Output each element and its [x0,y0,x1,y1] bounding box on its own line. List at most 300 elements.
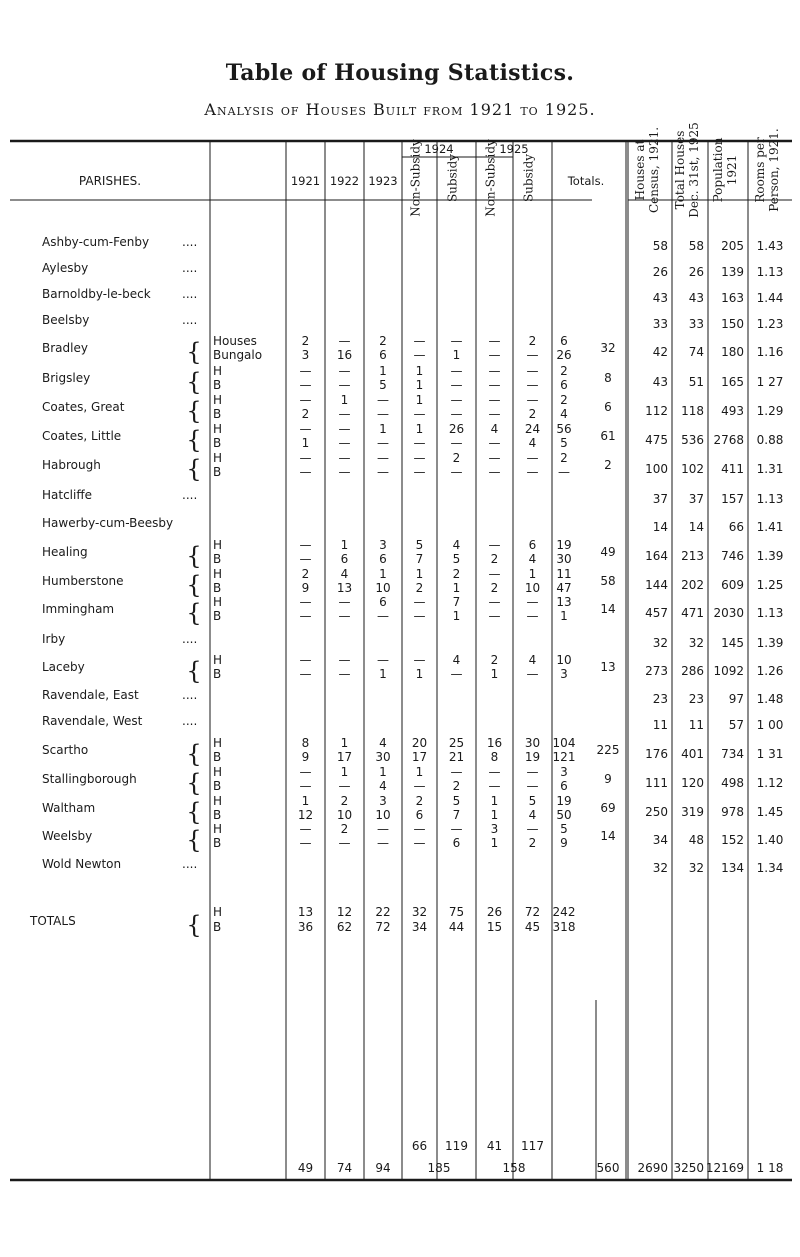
row-sum: 9 [604,772,612,786]
y23-b-value: 6 [379,348,387,362]
population-value: 180 [721,345,744,359]
totals-b-value: 6 [560,378,568,392]
n25-b-value: — [488,378,501,392]
s24-b-value: 7 [452,808,461,822]
totals-s24-h: 75 [448,905,465,919]
type-h: H [213,567,223,581]
total-houses-value: 26 [688,265,704,279]
type-b: B [213,779,222,793]
header-totals: Totals. [567,174,605,188]
s24-b-value: 21 [448,750,465,764]
type-b: B [213,378,222,392]
s25-b-value: — [526,609,539,623]
totals-h-value: 56 [556,422,572,436]
n24-b-value: 2 [415,581,424,595]
brace-icon: { [186,455,202,483]
y21-h-value: 1 [301,794,310,808]
type-h: Houses [213,334,257,348]
totals-h-value: 5 [560,822,568,836]
n25-h-value: 4 [490,422,499,436]
s25-h-value: 4 [528,653,537,667]
n25-h-value: — [488,765,501,779]
type-h: H [213,822,223,836]
population-value: 57 [728,718,744,732]
n25-b-value: 2 [490,552,499,566]
header-subsidy-1924: Subsidy [445,153,460,203]
y22-b-value: — [338,407,351,421]
total-houses-value: 37 [688,492,704,506]
y22-h-value: 1 [340,736,349,750]
y23-h-value: — [377,653,389,667]
n24-b-value: — [413,465,426,479]
header-rooms-line1: Rooms per [753,137,767,203]
header-subsidy-1925: Subsidy [521,153,536,203]
s24-b-value: — [450,407,463,421]
parish-name-humberstone: Humberstone [42,574,124,588]
totals-population: 12169 [705,1161,744,1175]
row-sum: 13 [600,660,616,674]
n25-h-value: — [488,334,501,348]
parish-name-ravendale-west: Ravendale, West [42,714,143,728]
totals-h-value: 2 [560,364,568,378]
n24-h-value: — [413,451,426,465]
type-b: B [213,609,222,623]
census-value: 14 [652,520,668,534]
census-value: 34 [652,833,668,847]
parish-name-habrough: Habrough [42,458,101,472]
totals-b-value: 4 [560,407,568,421]
totals-overall-sum: 560 [596,1161,620,1175]
total-houses-value: 120 [681,776,704,790]
y21-h-value: — [299,595,312,609]
census-value: 37 [652,492,668,506]
row-sum: 8 [604,371,612,385]
s24-h-value: — [450,364,463,378]
parish-name-hatcliffe: Hatcliffe [42,488,92,502]
totals-n24-b: 34 [411,920,428,934]
population-value: 205 [721,239,744,253]
y22-b-value: — [338,779,351,793]
y21-b-value: — [299,779,312,793]
y23-b-value: — [377,609,389,623]
totals-s24-b: 44 [448,920,465,934]
population-value: 2030 [713,606,744,620]
y23-b-value: 5 [379,378,387,392]
total-houses-value: 213 [681,549,704,563]
total-houses-value: 14 [688,520,704,534]
totals-b-value: 1 [560,609,568,623]
row-sum: 2 [604,458,612,472]
totals-y21-b: 36 [297,920,314,934]
n24-b-value: — [413,836,426,850]
census-value: 164 [645,549,668,563]
totals-grand-b: 318 [552,920,576,934]
rooms-value: 1.44 [756,291,784,305]
brace-icon: { [186,740,202,768]
header-population-line1: Population [711,137,725,203]
leader-dots: .... [182,313,198,327]
y21-b-value: — [299,667,312,681]
parish-name-stallingborough: Stallingborough [42,772,137,786]
y22-b-value: — [338,609,351,623]
census-value: 32 [652,861,668,875]
s24-h-value: — [450,765,463,779]
y22-h-value: — [338,422,351,436]
header-total-houses-line1: Total Houses [673,130,687,210]
y22-b-value: 6 [340,552,349,566]
total-houses-value: 11 [688,718,704,732]
parish-name-brigsley: Brigsley [42,371,91,385]
total-houses-value: 202 [681,578,704,592]
n25-b-value: 1 [490,836,499,850]
rooms-value: 1 31 [756,747,784,761]
parish-name-laceby: Laceby [42,660,85,674]
totals-1923-sum: 94 [375,1161,391,1175]
parish-name-ashby-cum-fenby: Ashby-cum-Fenby [42,235,150,249]
row-sum: 49 [600,545,616,559]
s24-b-value: 1 [452,609,461,623]
census-value: 42 [652,345,668,359]
rooms-value: 1.26 [756,664,784,678]
brace-icon: { [186,769,202,797]
census-value: 32 [652,636,668,650]
totals-h-value: 19 [556,538,572,552]
n24-b-value: 1 [415,378,424,392]
y22-h-value: 1 [340,765,349,779]
y23-b-value: — [377,436,389,450]
y21-b-value: — [299,465,312,479]
totals-rooms: 1 18 [756,1161,784,1175]
census-value: 58 [652,239,668,253]
parish-name-irby: Irby [42,632,66,646]
y22-h-value: — [338,595,351,609]
y23-b-value: 10 [375,581,391,595]
totals-b-value: 50 [556,808,572,822]
type-b: B [213,436,222,450]
header-1921: 1921 [290,174,321,188]
y21-b-value: 3 [301,348,310,362]
y22-h-value: 2 [340,822,349,836]
parish-name-hawerby-cum-beesby: Hawerby-cum-Beesby [42,516,174,530]
totals-h-value: 104 [552,736,576,750]
y21-b-value: — [299,609,312,623]
header-parishes: PARISHES. [78,174,142,188]
n24-b-value: — [413,436,426,450]
y23-b-value: 1 [379,667,387,681]
parish-name-barnoldby-le-beck: Barnoldby-le-beck [42,287,151,301]
population-value: 150 [721,317,744,331]
population-value: 746 [721,549,744,563]
census-value: 457 [645,606,668,620]
s25-h-value: — [526,595,539,609]
n24-h-value: — [413,653,426,667]
header-non-subsidy-1925: Non-Subsidy [483,139,498,217]
y21-h-value: — [299,422,312,436]
header-1924: 1924 [424,142,454,156]
y23-h-value: 3 [379,794,387,808]
totals-label: TOTALS [30,914,76,928]
type-h: H [213,451,223,465]
n24-b-value: — [413,779,426,793]
row-sum: 225 [596,743,620,757]
type-h: H [213,393,223,407]
y23-b-value: — [377,465,389,479]
totals-h-value: 3 [560,765,568,779]
totals-n25-h: 26 [486,905,503,919]
totals-b-value: 26 [556,348,572,362]
rooms-value: 1.13 [756,265,784,279]
type-h: H [213,364,223,378]
rooms-value: 1 00 [756,718,784,732]
y22-b-value: 10 [336,808,353,822]
totals-1925-non-subsidy: 41 [486,1139,503,1153]
s24-h-value: — [450,334,463,348]
total-houses-value: 51 [688,375,704,389]
s25-b-value: — [526,378,539,392]
n24-h-value: 1 [415,765,424,779]
s24-h-value: 2 [452,567,461,581]
population-value: 157 [721,492,744,506]
totals-y23-b: 72 [375,920,391,934]
s25-h-value: 6 [528,538,537,552]
row-sum: 32 [600,341,616,355]
y22-h-value: — [338,653,351,667]
rooms-value: 1.34 [756,861,784,875]
rooms-value: 1.13 [756,606,784,620]
header-houses-census-line1: Houses at [633,139,647,201]
y23-b-value: — [377,836,389,850]
s25-b-value: 10 [524,581,541,595]
census-value: 43 [652,291,668,305]
n25-h-value: 16 [486,736,503,750]
total-houses-value: 48 [688,833,704,847]
n25-b-value: 8 [490,750,499,764]
total-houses-value: 32 [688,861,704,875]
header-total-houses-line2: Dec. 31st, 1925 [687,122,701,218]
y22-h-value: — [338,364,351,378]
brace-icon: { [186,542,202,570]
y21-b-value: 9 [301,750,310,764]
n24-b-value: 6 [415,808,424,822]
type-h: H [213,765,223,779]
y23-h-value: — [377,393,389,407]
type-b: B [213,750,222,764]
census-value: 43 [652,375,668,389]
s24-h-value: 2 [452,451,461,465]
s24-h-value: 5 [452,794,461,808]
type-b: B [213,552,222,566]
s24-b-value: — [450,378,463,392]
header-houses-census-line2: Census, 1921. [647,126,661,214]
census-value: 23 [652,692,668,706]
n25-h-value: 3 [490,822,499,836]
page-subtitle: Analysis of Houses Built from 1921 to 1925. [204,100,596,119]
parish-name-wold-newton: Wold Newton [42,857,122,871]
s25-h-value: 2 [528,334,537,348]
y23-b-value: 6 [379,552,387,566]
s25-b-value: 4 [528,808,537,822]
row-sum: 14 [600,829,616,843]
s24-b-value: 1 [452,348,461,362]
n25-b-value: 1 [490,667,499,681]
leader-dots: .... [182,261,198,275]
totals-b-value: 5 [560,436,568,450]
n25-b-value: — [488,779,501,793]
y21-b-value: 9 [301,581,310,595]
total-houses-value: 536 [681,433,704,447]
n24-h-value: 20 [411,736,428,750]
n24-h-value: — [413,822,426,836]
row-sum: 14 [600,602,616,616]
leader-dots: .... [182,688,198,702]
s24-b-value: — [450,436,463,450]
rooms-value: 1.48 [756,692,784,706]
census-value: 475 [645,433,668,447]
census-value: 11 [652,718,668,732]
type-b: Bungalo [213,348,263,362]
s24-h-value: 25 [448,736,465,750]
s24-h-value: 4 [452,538,461,552]
y22-b-value: — [338,378,351,392]
totals-h-value: 2 [560,393,568,407]
y23-h-value: — [377,451,389,465]
y23-h-value: 3 [379,538,387,552]
totals-type-h: H [213,905,223,919]
totals-1922-sum: 74 [336,1161,353,1175]
totals-b-value: 3 [560,667,568,681]
total-houses-value: 74 [688,345,704,359]
parish-name-waltham: Waltham [42,801,96,815]
s25-b-value: — [526,348,539,362]
population-value: 411 [721,462,744,476]
y21-b-value: — [299,552,312,566]
totals-s25-h: 72 [524,905,541,919]
totals-b-value: 47 [556,581,572,595]
s25-h-value: 30 [524,736,541,750]
parish-name-beelsby: Beelsby [42,313,90,327]
s25-b-value: — [526,667,539,681]
rooms-value: 1.12 [756,776,784,790]
population-value: 609 [721,578,744,592]
rooms-value: 1.43 [756,239,784,253]
s24-b-value: 6 [452,836,461,850]
leader-dots: .... [182,857,198,871]
y21-b-value: 1 [301,436,310,450]
y21-h-value: 2 [301,567,310,581]
y21-h-value: — [299,653,312,667]
n24-h-value: 1 [415,393,424,407]
totals-h-value: 2 [560,451,568,465]
rooms-value: 1 27 [756,375,784,389]
y22-b-value: 16 [336,348,353,362]
n25-b-value: 2 [490,581,499,595]
s25-h-value: — [526,822,539,836]
y23-h-value: 6 [379,595,387,609]
header-1922: 1922 [329,174,360,188]
totals-y21-h: 13 [297,905,314,919]
population-value: 145 [721,636,744,650]
rooms-value: 1.23 [756,317,784,331]
row-sum: 6 [604,400,612,414]
type-b: B [213,836,222,850]
type-b: B [213,808,222,822]
y22-h-value: — [338,334,351,348]
y23-b-value: 10 [375,808,391,822]
parish-name-aylesby: Aylesby [42,261,89,275]
y23-h-value: 1 [379,422,387,436]
rooms-value: 1.25 [756,578,784,592]
rooms-value: 1.29 [756,404,784,418]
n25-b-value: — [488,407,501,421]
n25-b-value: — [488,348,501,362]
parish-name-coates-great: Coates, Great [42,400,125,414]
totals-1924-subsidy: 119 [445,1139,468,1153]
s25-b-value: 19 [524,750,541,764]
total-houses-value: 401 [681,747,704,761]
header-population-line2: 1921 [725,154,739,186]
s24-h-value: — [450,393,463,407]
total-houses-value: 33 [688,317,704,331]
parish-name-healing: Healing [42,545,88,559]
y22-h-value: 2 [340,794,349,808]
s25-b-value: 4 [528,552,537,566]
y22-b-value: — [338,667,351,681]
y21-h-value: — [299,451,312,465]
census-value: 273 [645,664,668,678]
census-value: 112 [645,404,668,418]
s25-h-value: — [526,765,539,779]
y21-b-value: — [299,378,312,392]
y22-b-value: 17 [336,750,353,764]
type-h: H [213,595,223,609]
rooms-value: 1.16 [756,345,784,359]
y23-h-value: 1 [379,765,387,779]
y23-b-value: 4 [379,779,387,793]
parish-name-weelsby: Weelsby [42,829,93,843]
parish-name-immingham: Immingham [42,602,115,616]
census-value: 176 [645,747,668,761]
rooms-value: 1.31 [756,462,784,476]
totals-total-houses: 3250 [673,1161,704,1175]
s25-h-value: 24 [524,422,541,436]
y23-h-value: — [377,822,389,836]
population-value: 134 [721,861,744,875]
rooms-value: 1.40 [756,833,784,847]
brace-icon: { [186,368,202,396]
y23-b-value: — [377,407,389,421]
n25-h-value: — [488,595,501,609]
n25-h-value: — [488,538,501,552]
population-value: 66 [728,520,744,534]
brace-icon: { [186,397,202,425]
s25-h-value: — [526,451,539,465]
s24-h-value: 7 [452,595,461,609]
totals-y23-h: 22 [375,905,391,919]
totals-y22-h: 12 [336,905,353,919]
n24-b-value: — [413,407,426,421]
total-houses-value: 23 [688,692,704,706]
leader-dots: .... [182,488,198,502]
s24-h-value: 26 [448,422,465,436]
brace-icon: { [186,911,202,939]
totals-h-value: 10 [556,653,572,667]
type-b: B [213,465,222,479]
population-value: 165 [721,375,744,389]
header-non-subsidy-1924: Non-Subsidy [408,139,423,217]
census-value: 144 [645,578,668,592]
totals-type-b: B [213,920,222,934]
parish-name-scartho: Scartho [42,743,89,757]
